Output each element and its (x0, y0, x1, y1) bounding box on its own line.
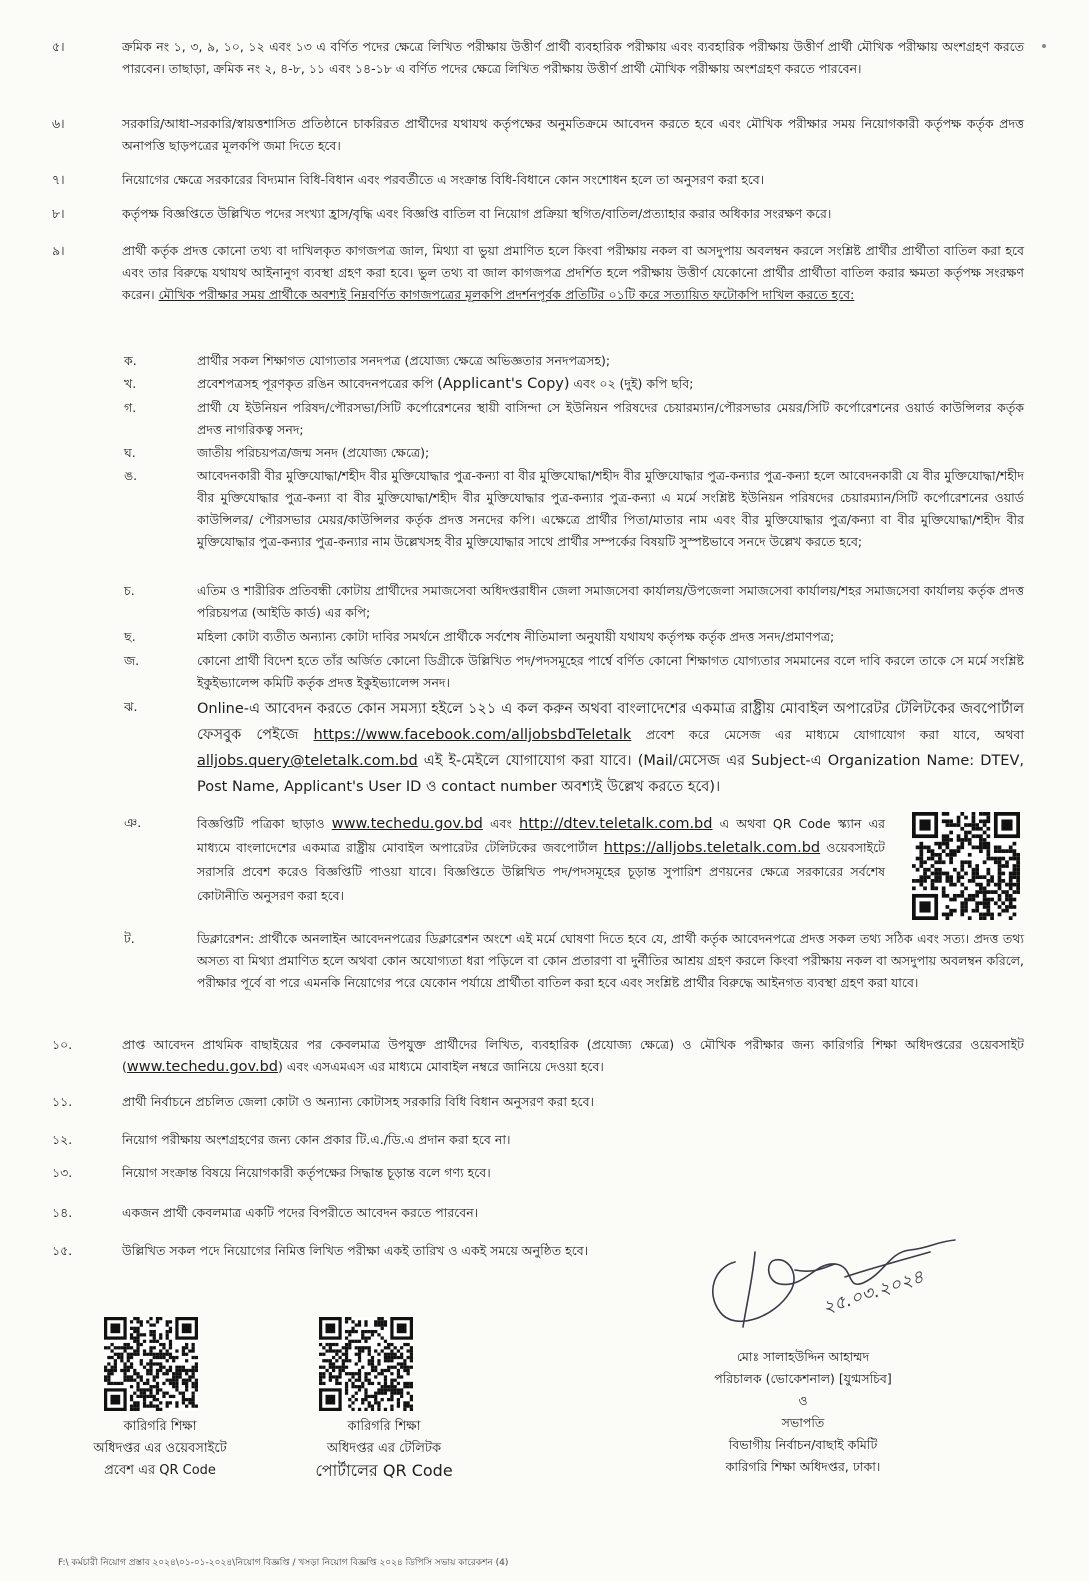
clause-number: ৮। (52, 206, 65, 221)
clause-number: ১৫. (52, 1243, 73, 1258)
dtev-teletalk-link[interactable]: http://dtev.teletalk.com.bd (519, 816, 713, 832)
scan-speck (1042, 44, 1046, 48)
clause-text: কর্তৃপক্ষ বিজ্ঞপ্তিতে উল্লিখিত পদের সংখ্যা হ্রাস/বৃদ্ধি এবং বিজ্ঞপ্তি বাতিল বা নিয়োগ প্রক্রিয়া স্থগিত/বাতিল/প্রত্যাহার করার অধিকার সংরক্ষণ করে। (122, 206, 832, 221)
clause-text (122, 240, 1024, 306)
subclause-text: এতিম ও শারীরিক প্রতিবন্ধী কোটায় প্রার্থীদের সমাজসেবা অধিদপ্তরাধীন জেলা সমাজসেবা কার্যালয়/উপজেলা সমাজসেবা কার্যালয়/শহর সমাজসেবা কার্যালয় কর্তৃক প্রদত্ত পরিচয়পত্র (আইডি কার্ড) এর কপি; (197, 583, 1024, 620)
clause-number: ১২. (52, 1132, 73, 1147)
subclause-label: জ. (124, 653, 140, 668)
clause-text: প্রাপ্ত আবেদন প্রাথমিক বাছাইয়ের পর কেবলমাত্র উপযুক্ত প্রার্থীদের লিখিত, ব্যবহারিক (প্রযোজ্য ক্ষেত্রে) ও মৌখিক পরীক্ষার জন্য কারিগরি শিক্ষা অধিদপ্তরের ওয়েবসাইট (www.techedu.gov.bd) এবং এসএমএস এর মাধ্যমে মোবাইল নম্বরে জানিয়ে দেওয়া হবে। (122, 1037, 1024, 1075)
clause-text: নিয়োগ পরীক্ষায় অংশগ্রহণের জন্য কোন প্রকার টি.এ./ডি.এ প্রদান করা হবে না। (122, 1132, 511, 1147)
clause-9-underlined: মৌখিক পরীক্ষার সময় প্রার্থীকে অবশ্যই নিম্নবর্ণিত কাগজপত্রের মূলকপি প্রদর্শনপূর্বক প্রতিটির ০১টি করে সত্যায়িত ফটোকপি দাখিল করতে হবে: (158, 287, 855, 302)
signatory-name: মোঃ সালাহউদ্দিন আহাম্মদ (736, 1349, 870, 1364)
subclause-label: ক. (124, 353, 137, 368)
qr-caption-website: কারিগরি শিক্ষা অধিদপ্তর এর ওয়েবসাইটে প্রবেশ এর QR Code (93, 1419, 227, 1478)
clause-number: ১৩. (52, 1165, 73, 1180)
qr-code-website (104, 1317, 198, 1411)
qr-code-right (912, 812, 1020, 920)
qr-caption-teletalk: কারিগরি শিক্ষা অধিদপ্তর এর টেলিটক পোর্টালের QR Code (315, 1419, 453, 1480)
clause-text: নিয়োগ সংক্রান্ত বিষয়ে নিয়োগকারী কর্তৃপক্ষের সিদ্ধান্ত চূড়ান্ত বলে গণ্য হবে। (122, 1165, 491, 1180)
subclause-text: প্রার্থী যে ইউনিয়ন পরিষদ/পৌরসভা/সিটি কর্পোরেশনের স্থায়ী বাসিন্দা সে ইউনিয়ন পরিষদের চেয়ারম্যান/পৌরসভার মেয়র/সিটি কর্পোরেশনের ওয়ার্ড কাউন্সিলর কর্তৃক প্রদত্ত নাগরিকত্ব সনদ; (197, 400, 1024, 437)
clause-number: ৯। (52, 243, 65, 258)
subclause-text: Online-এ আবেদন করতে কোন সমস্যা হইলে ১২১ এ কল করুন অথবা বাংলাদেশের একমাত্র রাষ্ট্রীয় মোবাইল অপারেটর টেলিটকের জবপোর্টাল ফেসবুক পেইজে https://www.facebook.com/alljobsbdTeletalk প্রবেশ করে মেসেজ এর মাধ্যমে যোগাযোগ করা যাবে, অথবা alljobs.query@teletalk.com.bd এই ই-মেইলে যোগাযোগ করা যাবে। (Mail/মেসেজ এর Subject-এ Organization Name: DTEV, Post Name, Applicant's User ID ও contact number অবশ্যই উল্লেখ করতে হবে)। (197, 701, 1024, 795)
clause-number: ৭। (52, 172, 65, 187)
email-link[interactable]: alljobs.query@teletalk.com.bd (197, 753, 418, 769)
footer-path: F:\ কর্মচারী নিয়োগ প্রস্তাব ২০২৪\০১-০১-২০২৪\নিয়োগ বিজ্ঞপ্তি / খসড়া নিয়োগ বিজ্ঞপ্তি ২০২৪ ডিপিসি সভায় কারেকশন (4) (58, 1558, 509, 1568)
clause-number: ১৪. (52, 1205, 73, 1220)
clause-text: ক্রমিক নং ১, ৩, ৯, ১০, ১২ এবং ১৩ এ বর্ণিত পদের ক্ষেত্রে লিখিত পরীক্ষায় উত্তীর্ণ প্রার্থী ব্যবহারিক পরীক্ষায় এবং ব্যবহারিক পরীক্ষায় উত্তীর্ণ প্রার্থী মৌখিক পরীক্ষায় অংশগ্রহণ করতে পারবেন। তাছাড়া, ক্রমিক নং ২, ৪-৮, ১১ এবং ১৪-১৮ এ বর্ণিত পদের ক্ষেত্রে লিখিত পরীক্ষায় উত্তীর্ণ প্রার্থী মৌখিক পরীক্ষায় অংশগ্রহণ করতে পারবেন। (122, 39, 1024, 76)
subclause-text: মহিলা কোটা ব্যতীত অন্যান্য কোটা দাবির সমর্থনে প্রার্থীকে সর্বশেষ নীতিমালা অনুযায়ী যথাযথ কর্তৃপক্ষ কর্তৃক প্রদত্ত সনদ/প্রমাণপত্র; (197, 629, 835, 644)
qr-code-teletalk (319, 1317, 413, 1411)
signature-date: ২৫.০৩.২০২৪ (820, 1266, 927, 1319)
subclause-text: আবেদনকারী বীর মুক্তিযোদ্ধা/শহীদ বীর মুক্তিযোদ্ধার পুত্র-কন্যা বা বীর মুক্তিযোদ্ধা/শহীদ বীর মুক্তিযোদ্ধার পুত্র-কন্যার পুত্র-কন্যা হলে আবেদনকারী যে বীর মুক্তিযোদ্ধা/শহীদ বীর মুক্তিযোদ্ধার পুত্র-কন্যা বা বীর মুক্তিযোদ্ধা/শহীদ বীর মুক্তিযোদ্ধার পুত্র-কন্যার পুত্র-কন্যা এ মর্মে সংশ্লিষ্ট ইউনিয়ন পরিষদের চেয়ারম্যান/সিটি কর্পোরেশনের ওয়ার্ড কাউন্সিলর/ পৌরসভার মেয়র/কাউন্সিলর কর্তৃক প্রদত্ত সনদের কপি। এক্ষেত্রে প্রার্থীর পিতা/মাতার নাম এবং বীর মুক্তিযোদ্ধার পুত্র/কন্যা বা বীর মুক্তিযোদ্ধা/শহীদ বীর মুক্তিযোদ্ধার পুত্র-কন্যার পুত্র-কন্যার নাম উল্লেখসহ বীর মুক্তিযোদ্ধার সাথে প্রার্থীর সম্পর্কের বিষয়টি সুস্পষ্টভাবে সনদে উল্লেখ করতে হবে; (197, 468, 1024, 549)
clause-text: একজন প্রার্থী কেবলমাত্র একটি পদের বিপরীতে আবেদন করতে পারবেন। (122, 1205, 479, 1220)
qr-pattern (319, 1317, 413, 1411)
subclause-label: ঝ. (124, 699, 138, 714)
clause-text: সরকারি/আধা-সরকারি/স্বায়ত্তশাসিত প্রতিষ্ঠানে চাকরিরত প্রার্থীদের যথাযথ কর্তৃপক্ষের অনুমতিক্রমে আবেদন করতে হবে এবং মৌখিক পরীক্ষার সময় নিয়োগকারী কর্তৃপক্ষ কর্তৃক প্রদত্ত অনাপত্তি ছাড়পত্রের মূলকপি জমা দিতে হবে। (122, 116, 1024, 153)
techedu-website-link[interactable]: www.techedu.gov.bd (126, 1059, 278, 1075)
subclause-label: ঞ. (124, 815, 142, 830)
subclause-label: ছ. (124, 629, 136, 644)
subclause-label: ঘ. (124, 445, 136, 460)
clause-9-body: প্রার্থী কর্তৃক প্রদত্ত কোনো তথ্য বা দাখিলকৃত কাগজপত্র জাল, মিথ্যা বা ভুয়া প্রমাণিত হলে কিংবা পরীক্ষায় নকল বা অসদুপায় অবলম্বন করলে সংশ্লিষ্ট প্রার্থীর প্রার্থীতা বাতিল করা হবে এবং তার বিরুদ্ধে যথাযথ আইনানুগ ব্যবস্থা গ্রহণ করা হবে। ভুল তথ্য বা জাল কাগজপত্র প্রদর্শিত হলে পরীক্ষায় উত্তীর্ণ যেকোনো প্রার্থীর প্রার্থীতা বাতিল করার ক্ষমতা কর্তৃপক্ষ সংরক্ষণ করেন। (122, 243, 1024, 302)
subclause-text: প্রার্থীর সকল শিক্ষাগত যোগ্যতার সনদপত্র (প্রযোজ্য ক্ষেত্রে অভিজ্ঞতার সনদপত্রসহ); (197, 353, 611, 368)
signatory-block: মোঃ সালাহউদ্দিন আহাম্মদ পরিচালক (ভোকেশনাল) [যুগ্মসচিব] ও সভাপতি বিভাগীয় নির্বাচন/বাছাই কমিটি কারিগরি শিক্ষা অধিদপ্তর, ঢাকা। (660, 1346, 946, 1478)
subclause-label: খ. (124, 376, 137, 391)
handwritten-signature (695, 1222, 985, 1340)
subclause-text: জাতীয় পরিচয়পত্র/জন্ম সনদ (প্রযোজ্য ক্ষেত্রে); (197, 445, 430, 460)
clause-text: নিয়োগের ক্ষেত্রে সরকারের বিদ্যমান বিধি-বিধান এবং পরবর্তীতে এ সংক্রান্ত বিধি-বিধানে কোন সংশোধন হলে তা অনুসরণ করা হবে। (122, 172, 765, 187)
techedu-link[interactable]: www.techedu.gov.bd (331, 816, 483, 832)
subclause-label: ঙ. (124, 468, 138, 483)
alljobs-teletalk-link[interactable]: https://alljobs.teletalk.com.bd (603, 840, 821, 856)
qr-pattern (104, 1317, 198, 1411)
signatory-designation: পরিচালক (ভোকেশনাল) [যুগ্মসচিব] (714, 1371, 892, 1386)
subclause-text: প্রবেশপত্রসহ পূরণকৃত রঙিন আবেদনপত্রের কপি (Applicant's Copy) এবং ০২ (দুই) কপি ছবি; (197, 376, 694, 392)
subclause-label: চ. (124, 583, 135, 598)
applicants-copy: (Applicant's Copy) (437, 376, 570, 392)
subclause-text: বিজ্ঞপ্তিটি পত্রিকা ছাড়াও www.techedu.gov.bd এবং http://dtev.teletalk.com.bd এ অথবা QR Code স্ক্যান এর মাধ্যমে বাংলাদেশের একমাত্র রাষ্ট্রীয় মোবাইল অপারেটর টেলিটকের জবপোর্টাল https://alljobs.teletalk.com.bd ওয়েবসাইটে সরাসরি প্রবেশ করেও বিজ্ঞপ্তিটি পাওয়া যাবে। বিজ্ঞপ্তিতে উল্লিখিত পদ/পদসমূহের চূড়ান্ত সুপারিশ প্রণয়নের ক্ষেত্রে সরকারের সর্বশেষ কোটানীতি অনুসরণ করা হবে। (197, 816, 886, 903)
subclause-text: ডিক্লারেশন: প্রার্থীকে অনলাইন আবেদনপত্রের ডিক্লারেশন অংশে এই মর্মে ঘোষণা দিতে হবে যে, প্রার্থী কর্তৃক আবেদনপত্রে প্রদত্ত সকল তথ্য সঠিক এবং সত্য। প্রদত্ত তথ্য অসত্য বা মিথ্যা প্রমাণিত হলে অথবা কোন অযোগ্যতা ধরা পড়িলে বা কোন প্রতারণা বা দুর্নীতির আশ্রয় গ্রহণ করলে কিংবা পরীক্ষায় নকল বা অসদুপায় অবলম্বন করিলে, পরীক্ষার পূর্বে বা পরে এমনকি নিয়োগের পরে যেকোন পর্যায়ে প্রার্থীতা বাতিল করা হবে এবং সংশ্লিষ্ট প্রার্থীর বিরুদ্ধে আইনগত ব্যবস্থা গ্রহণ করা যাবে। (197, 931, 1024, 990)
signatory-office: কারিগরি শিক্ষা অধিদপ্তর, ঢাকা। (725, 1459, 881, 1474)
subclause-label: গ. (124, 400, 137, 415)
qr-pattern (912, 812, 1020, 920)
clause-text: উল্লিখিত সকল পদে নিয়োগের নিমিত্ত লিখিত পরীক্ষা একই তারিখ ও একই সময়ে অনুষ্ঠিত হবে। (122, 1243, 589, 1258)
clause-number: ১০. (52, 1037, 73, 1052)
clause-number: ১১. (52, 1094, 73, 1109)
facebook-link[interactable]: https://www.facebook.com/alljobsbdTeletalk (313, 727, 632, 743)
subclause-text: কোনো প্রার্থী বিদেশ হতে তাঁর অর্জিত কোনো ডিগ্রীকে উল্লিখিত পদ/পদসমূহের পার্শ্বে বর্ণিত কোনো শিক্ষাগত যোগ্যতার সমমানের বলে দাবি করলে তাকে সে মর্মে সংশ্লিষ্ট ইকুইভ্যালেন্স কমিটি কর্তৃক প্রদত্ত ইকুইভ্যালেন্স সনদ। (197, 653, 1024, 690)
clause-text: প্রার্থী নির্বাচনে প্রচলিত জেলা কোটা ও অন্যান্য কোটাসহ সরকারি বিধি বিধান অনুসরণ করা হবে। (122, 1094, 595, 1109)
clause-number: ৬। (52, 116, 65, 131)
clause-number: ৫। (52, 39, 65, 54)
subclause-label: ট. (124, 931, 135, 946)
